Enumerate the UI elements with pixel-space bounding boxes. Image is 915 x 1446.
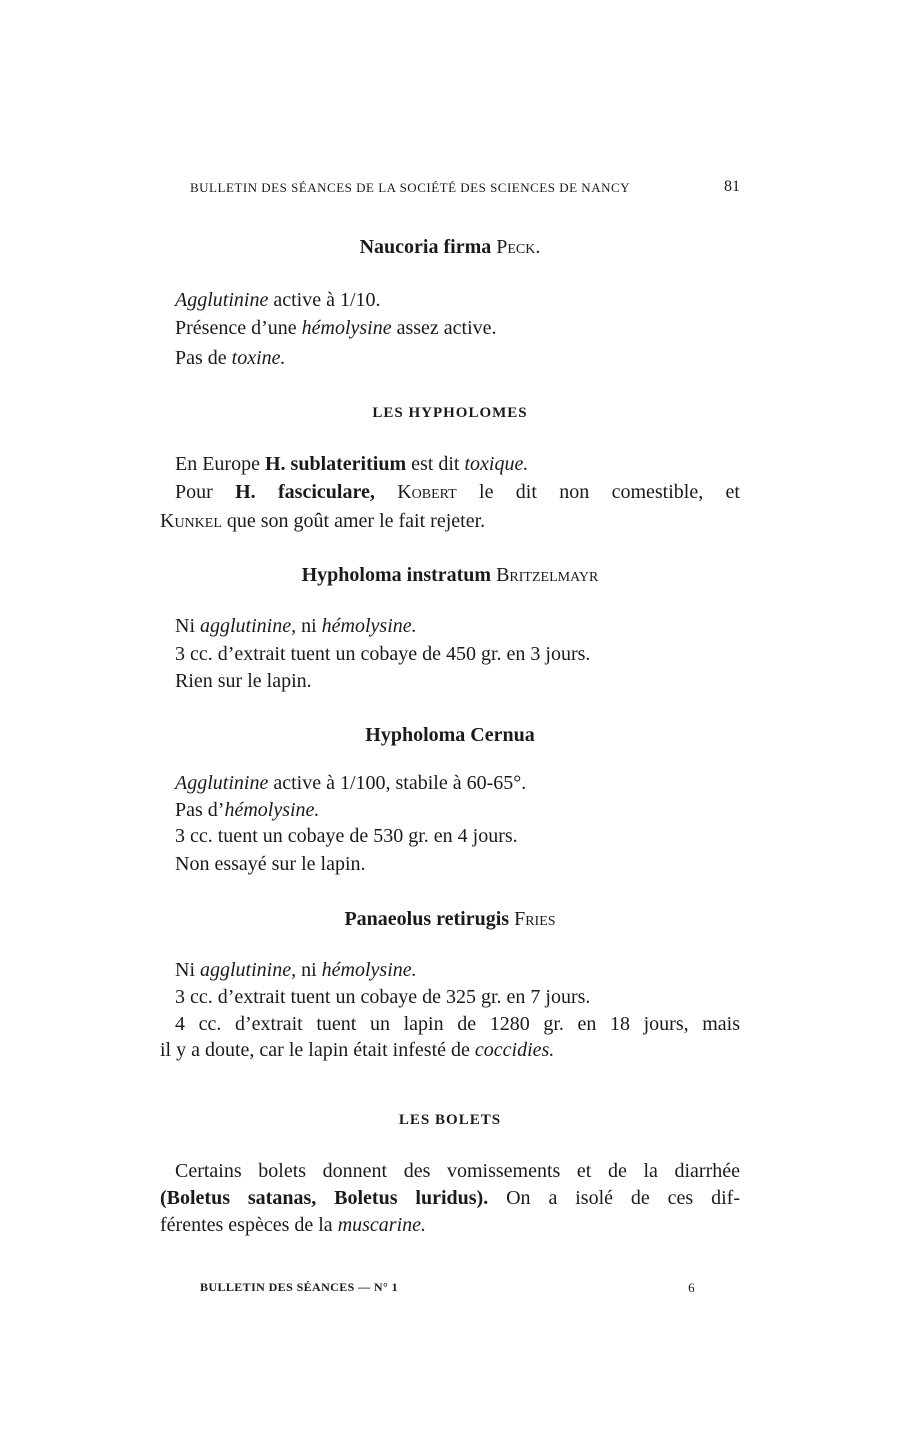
footer-sheet-number: 6 bbox=[688, 1280, 695, 1295]
term: Agglutinine bbox=[175, 289, 269, 311]
species-ref: (Boletus satanas, Boletus luridus). bbox=[160, 1187, 489, 1209]
text-line: 3 cc. d’extrait tuent un cobaye de 450 gr. en 3 jours. bbox=[175, 643, 591, 665]
text: active à 1/100, stabile à 60-65°. bbox=[268, 772, 527, 794]
text-line bbox=[175, 772, 526, 795]
text: Ni bbox=[175, 615, 200, 637]
text-line bbox=[175, 347, 286, 370]
species-name: Hypholoma instratum bbox=[301, 564, 492, 586]
term: hémolysine. bbox=[321, 959, 417, 981]
text: le dit non comestible, et bbox=[456, 481, 740, 503]
text-line: Certains bolets donnent des vomissements et de la diarrhée bbox=[175, 1160, 740, 1182]
species-author: Britzelmayr bbox=[496, 564, 599, 586]
text-line bbox=[175, 481, 740, 504]
text: est dit bbox=[406, 453, 465, 475]
text: active à 1/10. bbox=[268, 289, 381, 311]
running-head-title: BULLETIN DES SÉANCES DE LA SOCIÉTÉ DES SCIENCES DE NANCY bbox=[190, 180, 631, 195]
term: muscarine. bbox=[337, 1214, 427, 1236]
text-line bbox=[160, 1039, 554, 1062]
text-line bbox=[160, 510, 485, 533]
section-heading: LES BOLETS bbox=[398, 1112, 502, 1128]
text: On a isolé de ces dif- bbox=[488, 1187, 740, 1209]
text-line bbox=[175, 289, 381, 312]
page-number: 81 bbox=[724, 178, 740, 195]
text: Pas de bbox=[175, 347, 232, 369]
text: Ni bbox=[175, 959, 200, 981]
text: férentes espèces de la bbox=[160, 1214, 338, 1236]
text-line: 3 cc. d’extrait tuent un cobaye de 325 gr. en 7 jours. bbox=[175, 986, 591, 1008]
species-author: Peck. bbox=[496, 236, 541, 258]
text-line bbox=[175, 317, 497, 340]
species-heading-cernua bbox=[160, 724, 740, 747]
text-line bbox=[175, 959, 417, 982]
text-line bbox=[160, 1214, 426, 1237]
section-heading: LES HYPHOLOMES bbox=[372, 405, 528, 421]
species-name: Panaeolus retirugis bbox=[344, 908, 510, 930]
text-line bbox=[160, 1187, 740, 1210]
term: toxique. bbox=[464, 453, 529, 475]
species-name: Naucoria firma bbox=[359, 236, 492, 258]
text-line: Non essayé sur le lapin. bbox=[175, 853, 366, 875]
species-ref: H. fasciculare, bbox=[235, 481, 375, 503]
text-line: 3 cc. tuent un cobaye de 530 gr. en 4 jours. bbox=[175, 825, 518, 847]
species-heading-instratum bbox=[160, 564, 740, 587]
species-name: Hypholoma Cernua bbox=[365, 724, 535, 746]
author-name: Kunkel bbox=[160, 510, 222, 532]
text-line bbox=[175, 453, 528, 476]
term: Agglutinine bbox=[175, 772, 269, 794]
text: Pas d’ bbox=[175, 799, 225, 821]
text: ni bbox=[296, 615, 322, 637]
text: assez active. bbox=[391, 317, 497, 339]
species-heading-naucoria bbox=[160, 236, 740, 259]
term: toxine. bbox=[231, 347, 286, 369]
term: agglutinine, bbox=[200, 959, 297, 981]
text-line bbox=[175, 799, 319, 822]
species-author: Fries bbox=[514, 908, 556, 930]
footer-signature: BULLETIN DES SÉANCES — N° 1 bbox=[200, 1280, 398, 1294]
term: agglutinine, bbox=[200, 615, 297, 637]
text-line: Rien sur le lapin. bbox=[175, 670, 312, 692]
text: il y a doute, car le lapin était infesté de bbox=[160, 1039, 475, 1061]
text-line bbox=[175, 615, 417, 638]
text: Présence d’une bbox=[175, 317, 302, 339]
text: En Europe bbox=[175, 453, 265, 475]
text-line: 4 cc. d’extrait tuent un lapin de 1280 gr. en 18 jours, mais bbox=[175, 1013, 740, 1035]
species-ref: H. sublateritium bbox=[264, 453, 407, 475]
text: Pour bbox=[175, 481, 236, 503]
species-heading-panaeolus bbox=[160, 908, 740, 931]
author-name: Kobert bbox=[397, 481, 457, 503]
term: hémolysine. bbox=[224, 799, 320, 821]
text: ni bbox=[296, 959, 322, 981]
term: hémolysine bbox=[301, 317, 392, 339]
term: coccidies. bbox=[474, 1039, 555, 1061]
term: hémolysine. bbox=[321, 615, 417, 637]
text: que son goût amer le fait rejeter. bbox=[221, 510, 486, 532]
